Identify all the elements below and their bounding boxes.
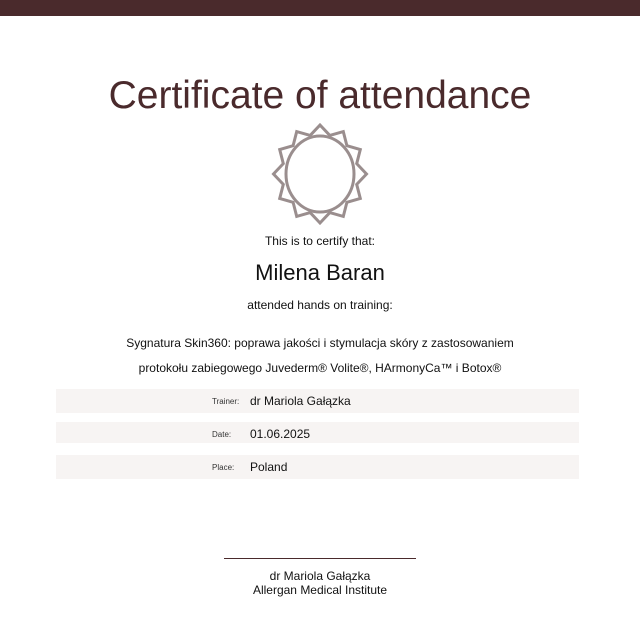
date-value: 01.06.2025 xyxy=(250,427,311,441)
place-row xyxy=(56,455,579,479)
signatory-name: dr Mariola Gałązka xyxy=(269,569,371,583)
signatory-institution: Allergan Medical Institute xyxy=(252,583,388,597)
certificate-title: Certificate of attendance xyxy=(108,74,532,117)
place-value: Poland xyxy=(250,460,288,474)
course-line-1: Sygnatura Skin360: poprawa jakości i stymulacja skóry z zastosowaniem xyxy=(126,336,514,350)
signature-line xyxy=(224,558,416,559)
course-line-2: protokołu zabiegowego Juvederm® Volite®, HArmonyCa™ i Botox® xyxy=(138,361,502,375)
intro-text: This is to certify that: xyxy=(264,234,376,248)
trainer-label: Trainer: xyxy=(212,397,240,406)
attendee-name: Milena Baran xyxy=(255,260,385,285)
date-row xyxy=(56,422,579,443)
top-bar xyxy=(0,0,640,16)
date-label: Date: xyxy=(212,430,232,439)
attended-text: attended hands on training: xyxy=(247,298,393,312)
emblem-icon xyxy=(270,122,370,226)
trainer-row xyxy=(56,389,579,413)
place-label: Place: xyxy=(212,463,235,472)
trainer-value: dr Mariola Gałązka xyxy=(250,394,351,408)
